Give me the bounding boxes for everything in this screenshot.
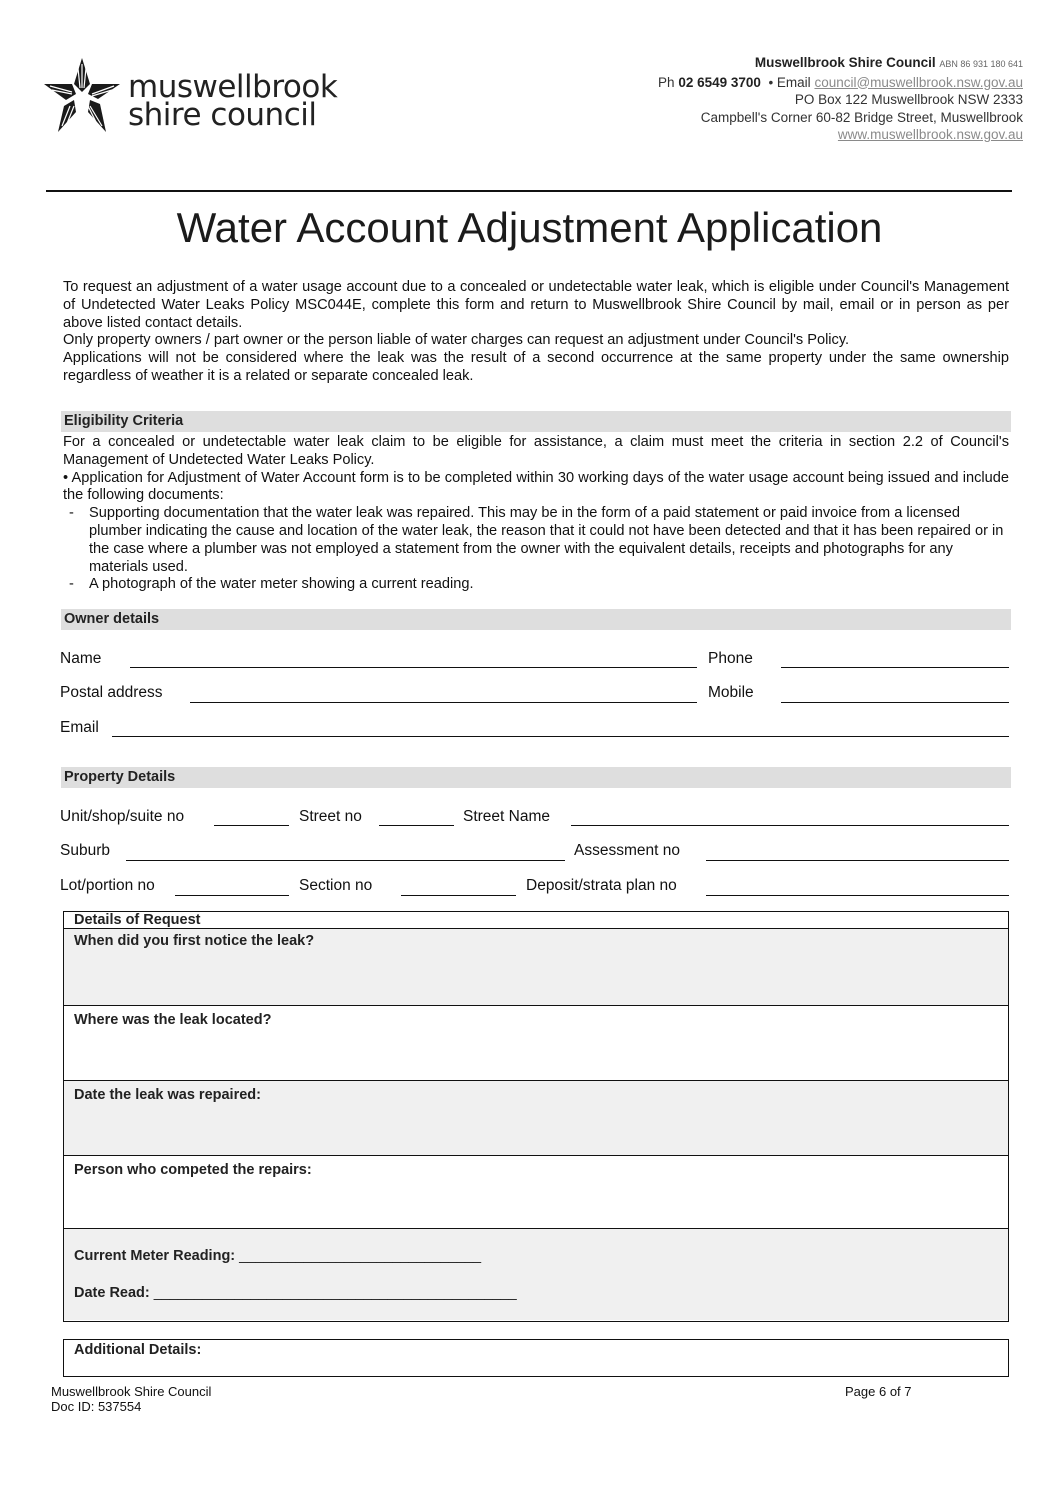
bullet-text: A photograph of the water meter showing a current reading. bbox=[89, 576, 474, 593]
intro-paragraph-3: Applications will not be considered where the leak was the result of a second occurrence at the same property under the same ownership regardless of weather it is a related or separate concealed leak. bbox=[63, 350, 1009, 384]
eligibility-paragraph-1: For a concealed or undetectable water leak claim to be eligible for assistance, a claim must meet the criteria in section 2.2 of Council's Management of Undetected Water Leaks Policy. bbox=[63, 434, 1009, 468]
name-field[interactable] bbox=[130, 667, 697, 668]
page-title: Water Account Adjustment Application bbox=[176, 204, 883, 251]
leak-noticed-cell[interactable] bbox=[64, 929, 1008, 1005]
details-of-request-heading: Details of Request bbox=[64, 912, 1008, 929]
abn: ABN 86 931 180 641 bbox=[939, 59, 1023, 69]
eligibility-paragraph-2: • Application for Adjustment of Water Account form is to be completed within 30 working days of the water usage account being issued and include the following documents: bbox=[63, 469, 1009, 504]
meter-reading-field[interactable]: ______________________________ bbox=[239, 1248, 482, 1264]
phone-field[interactable] bbox=[781, 667, 1009, 668]
property-details-heading: Property Details bbox=[61, 767, 1011, 788]
intro-paragraph-1: To request an adjustment of a water usage account due to a concealed or undetectable water leak, which is eligible under Council's Management of Undetected Water Leaks Policy MSC044E, complete this form and return to Muswellbrook Shire Council by mail, email or in person as per above listed contact details. bbox=[63, 279, 1009, 331]
eligibility-heading: Eligibility Criteria bbox=[61, 411, 1011, 432]
section-no-field[interactable] bbox=[401, 895, 516, 896]
owner-details-heading: Owner details bbox=[61, 609, 1011, 630]
name-label: Name bbox=[60, 650, 102, 667]
date-read-label: Date Read: bbox=[74, 1285, 150, 1301]
additional-details-box[interactable] bbox=[63, 1339, 1009, 1377]
page-number: Page 6 of 7 bbox=[845, 1384, 912, 1399]
date-read-field[interactable]: _____________________________________________ bbox=[153, 1285, 517, 1301]
meter-reading-label: Current Meter Reading: bbox=[74, 1248, 236, 1264]
repair-person-cell[interactable] bbox=[64, 1155, 1008, 1228]
unit-field[interactable] bbox=[214, 825, 289, 826]
repair-date-question: Date the leak was repaired: bbox=[74, 1087, 261, 1103]
street-name-label: Street Name bbox=[463, 808, 551, 825]
details-of-request-table bbox=[63, 911, 1009, 1322]
leak-noticed-question: When did you first notice the leak? bbox=[74, 933, 315, 949]
email-label: • Email bbox=[768, 74, 811, 90]
footer-org: Muswellbrook Shire Council bbox=[51, 1384, 212, 1399]
street-address: Campbell's Corner 60-82 Bridge Street, Muswellbrook bbox=[700, 109, 1023, 125]
list-item bbox=[63, 505, 1009, 576]
bullet-dash: - bbox=[69, 576, 74, 593]
bullet-dash: - bbox=[69, 505, 74, 522]
list-item bbox=[63, 576, 1009, 594]
meter-reading-cell bbox=[64, 1228, 1008, 1320]
email-field[interactable] bbox=[112, 736, 1009, 737]
lot-label: Lot/portion no bbox=[60, 877, 155, 894]
council-logo bbox=[40, 54, 338, 138]
postal-address-field[interactable] bbox=[190, 702, 697, 703]
leak-location-question: Where was the leak located? bbox=[74, 1012, 272, 1028]
meter-reading-row[interactable] bbox=[74, 1248, 481, 1264]
intro-paragraph-2: Only property owners / part owner or the person liable of water charges can request an adjustment under Council's Policy. bbox=[63, 332, 850, 349]
repair-person-question: Person who competed the repairs: bbox=[74, 1162, 312, 1178]
street-name-field[interactable] bbox=[571, 825, 1009, 826]
assessment-no-field[interactable] bbox=[706, 860, 1009, 861]
contact-details bbox=[658, 54, 1023, 144]
phone-number: 02 6549 3700 bbox=[678, 74, 761, 90]
eligibility-text bbox=[63, 434, 1009, 594]
unit-label: Unit/shop/suite no bbox=[60, 808, 185, 825]
additional-details-heading: Additional Details: bbox=[74, 1342, 202, 1358]
suburb-field[interactable] bbox=[126, 860, 565, 861]
leak-location-cell[interactable] bbox=[64, 1005, 1008, 1080]
deposit-plan-label: Deposit/strata plan no bbox=[526, 877, 677, 894]
deposit-plan-field[interactable] bbox=[706, 895, 1009, 896]
assessment-no-label: Assessment no bbox=[574, 842, 680, 859]
suburb-label: Suburb bbox=[60, 842, 110, 859]
bullet-text: Supporting documentation that the water leak was repaired. This may be in the form of a paid statement or paid invoice from a licensed plumber indicating the cause and location of the water leak, the reason that it could not have been detected and that it has been repaired or in the case where a plumber was not employed a statement from the owner with the equivalent details, receipts and photographs for any materials used. bbox=[89, 505, 1004, 575]
logo-text-line1: muswellbrook bbox=[128, 69, 338, 105]
footer-left bbox=[51, 1384, 211, 1414]
phone-label: Ph bbox=[658, 74, 675, 90]
mobile-label: Mobile bbox=[708, 684, 754, 701]
email-label: Email bbox=[60, 719, 99, 736]
street-no-label: Street no bbox=[299, 808, 362, 825]
section-no-label: Section no bbox=[299, 877, 373, 894]
lot-field[interactable] bbox=[175, 895, 289, 896]
org-name: Muswellbrook Shire Council bbox=[754, 55, 936, 70]
email-link[interactable]: council@muswellbrook.nsw.gov.au bbox=[814, 74, 1023, 90]
header-rule bbox=[46, 190, 1012, 192]
date-read-row[interactable] bbox=[74, 1285, 517, 1301]
repair-date-cell[interactable] bbox=[64, 1080, 1008, 1155]
phone-label: Phone bbox=[708, 650, 753, 667]
mobile-field[interactable] bbox=[781, 702, 1009, 703]
intro-text bbox=[63, 279, 1009, 386]
star-logo-icon bbox=[40, 54, 124, 138]
postal-address-label: Postal address bbox=[60, 684, 163, 701]
logo-text-line2: shire council bbox=[128, 97, 317, 133]
website-link[interactable]: www.muswellbrook.nsw.gov.au bbox=[837, 127, 1023, 142]
po-box: PO Box 122 Muswellbrook NSW 2333 bbox=[794, 92, 1023, 107]
street-no-field[interactable] bbox=[379, 825, 454, 826]
footer-doc-id: Doc ID: 537554 bbox=[51, 1399, 142, 1414]
